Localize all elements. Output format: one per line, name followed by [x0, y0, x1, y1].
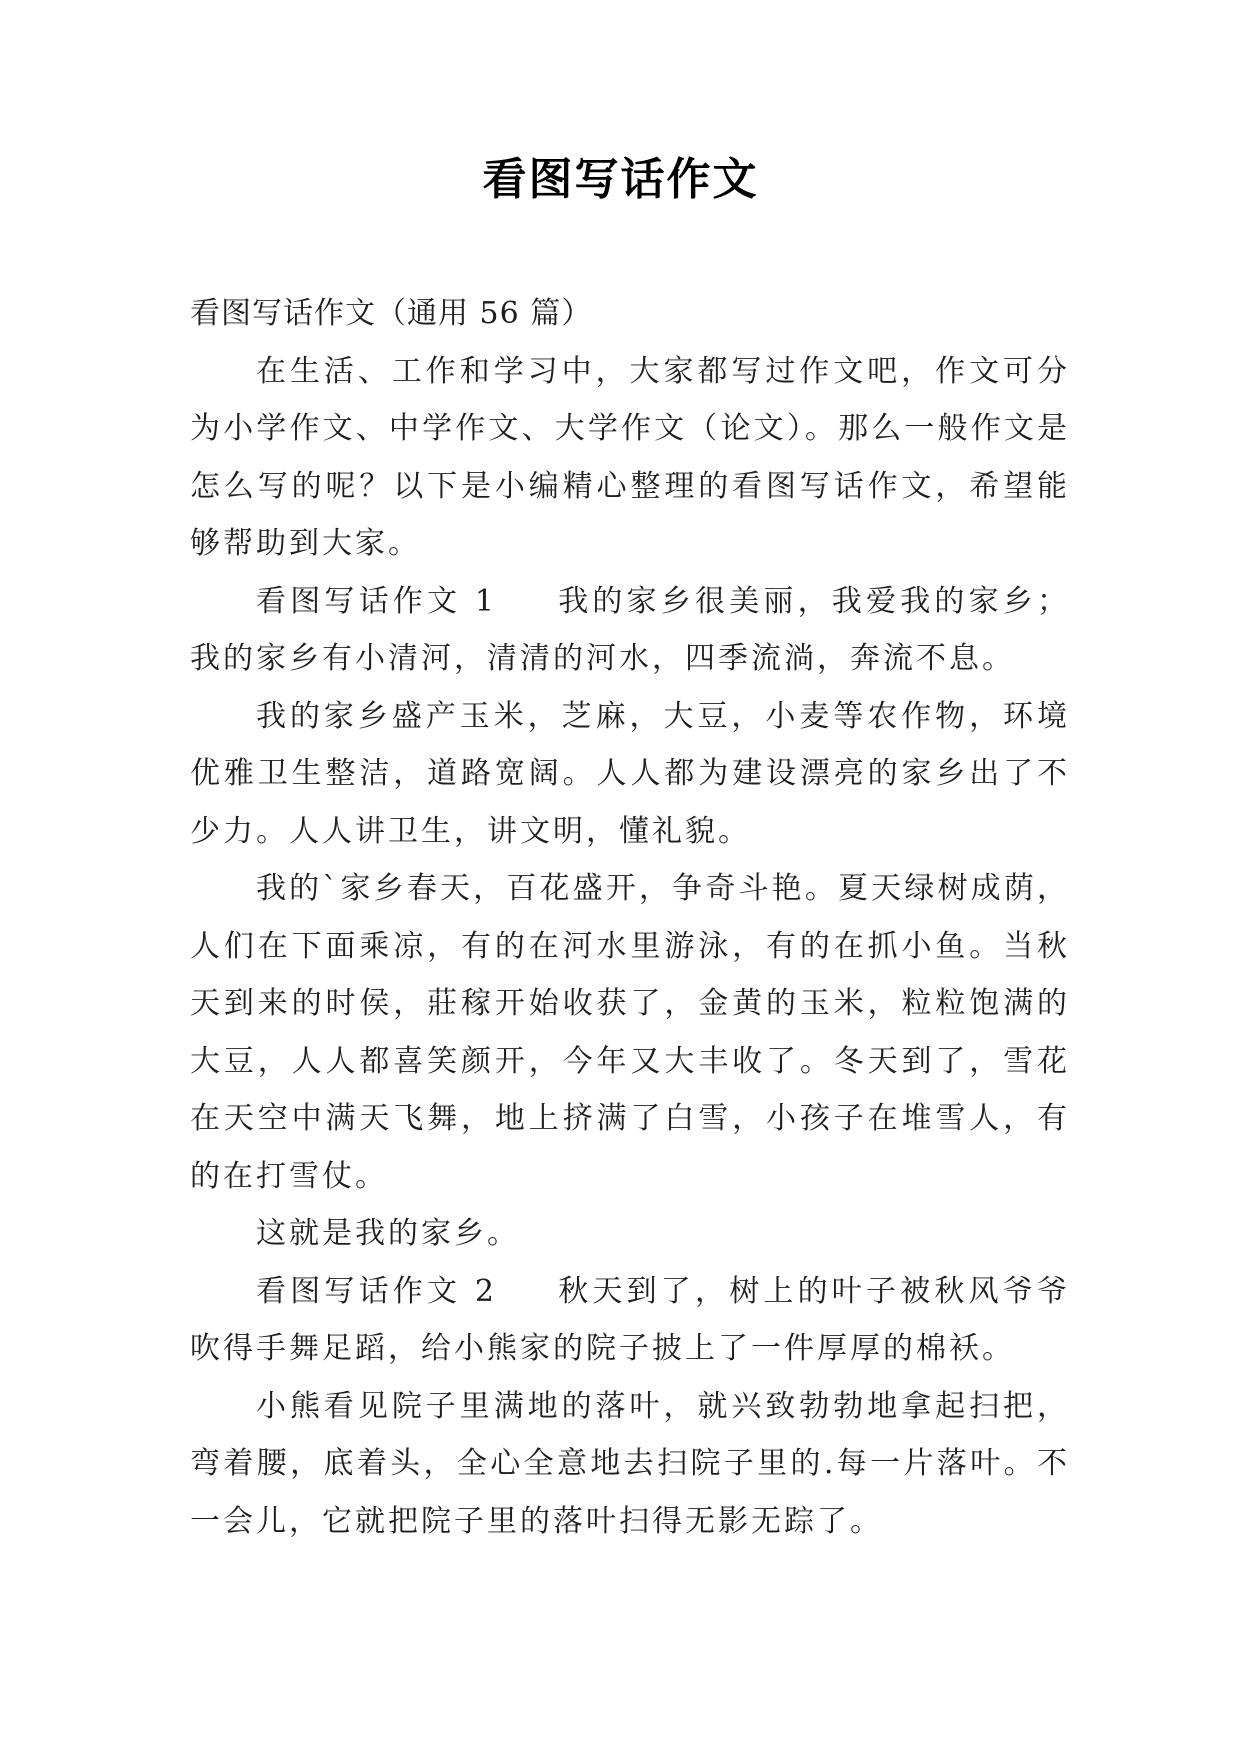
essay-1-opening-paragraph [190, 573, 1070, 688]
document-title: 看图写话作文 [482, 154, 759, 205]
essay-2-opening-paragraph [190, 1263, 1070, 1378]
document-body [190, 285, 1070, 1550]
essay-1-first-paragraph: 我的家乡很美丽，我爱我的家乡；我的家乡有小清河，清清的河水，四季流淌，奔流不息。 [190, 583, 1070, 676]
intro-paragraph: 在生活、工作和学习中，大家都写过作文吧，作文可分为小学作文、中学作文、大学作文（论文）。那么一般作文是怎么写的呢？以下是小编精心整理的看图写话作文，希望能够帮助到大家。 [190, 353, 1070, 561]
document-subtitle: 看图写话作文（通用 56 篇） [190, 296, 593, 331]
essay-1-heading: 看图写话作文 1 [256, 583, 498, 619]
essay-1-paragraph: 这就是我的家乡。 [256, 1216, 520, 1251]
essay-1-paragraph: 我的家乡盛产玉米，芝麻，大豆，小麦等农作物，环境优雅卫生整洁，道路宽阔。人人都为建设漂亮的家乡出了不少力。人人讲卫生，讲文明，懂礼貌。 [190, 698, 1070, 849]
essay-2-heading: 看图写话作文 2 [256, 1273, 498, 1309]
essay-2-first-paragraph: 秋天到了，树上的叶子被秋风爷爷吹得手舞足蹈，给小熊家的院子披上了一件厚厚的棉袄。 [190, 1273, 1070, 1366]
essay-1-paragraph: 我的`家乡春天，百花盛开，争奇斗艳。夏天绿树成荫，人们在下面乘凉，有的在河水里游泳，有的在抓小鱼。当秋天到来的时侯，莊稼开始收获了，金黄的玉米，粒粒饱满的大豆，人人都喜笑颜开，今年又大丰收了。冬天到了，雪花在天空中满天飞舞，地上挤满了白雪，小孩子在堆雪人，有的在打雪仗。 [190, 871, 1070, 1194]
essay-2-paragraph: 小熊看见院子里满地的落叶，就兴致勃勃地拿起扫把，弯着腰，底着头，全心全意地去扫院子里的.每一片落叶。不一会儿，它就把院子里的落叶扫得无影无踪了。 [190, 1388, 1070, 1539]
